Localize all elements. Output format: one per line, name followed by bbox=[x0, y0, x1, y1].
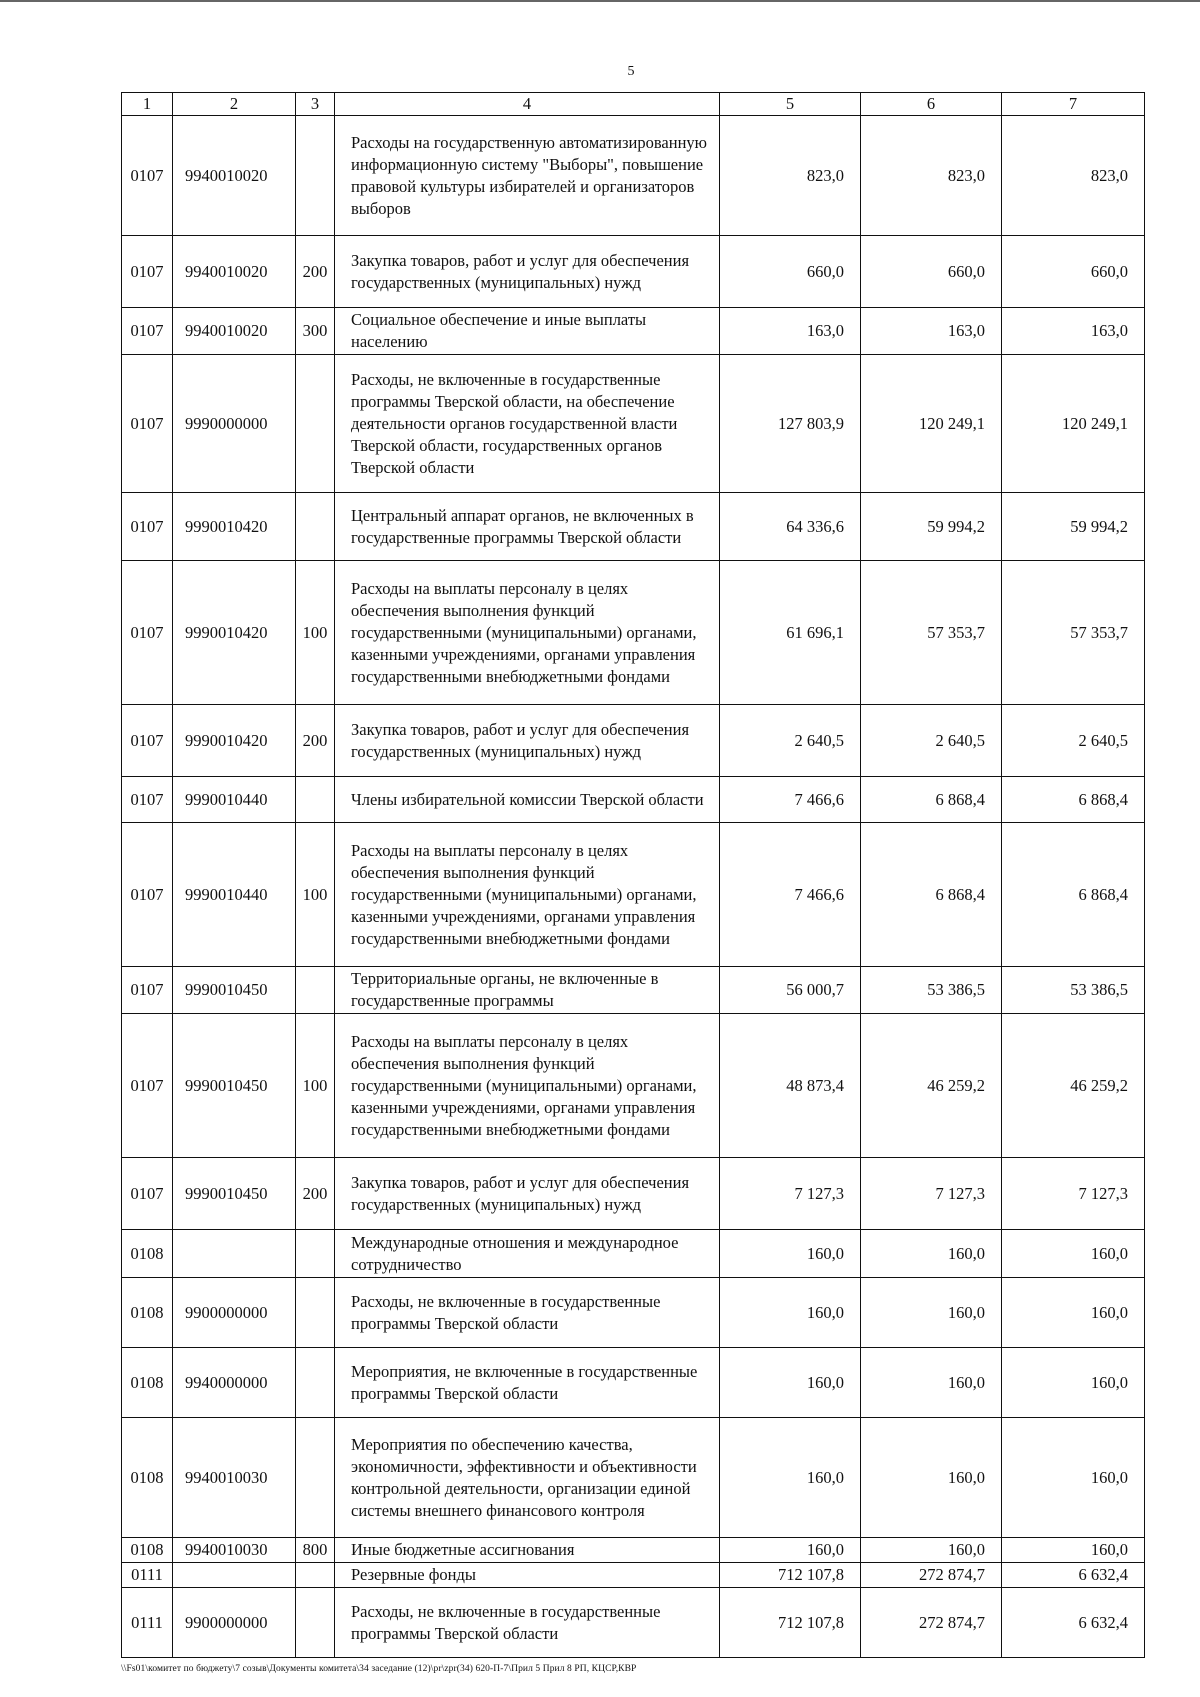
header-cell: 7 bbox=[1002, 93, 1145, 116]
target-item-code-cell: 9990010440 bbox=[173, 777, 296, 823]
amount-year2-cell: 53 386,5 bbox=[861, 967, 1002, 1014]
amount-year2-cell: 2 640,5 bbox=[861, 705, 1002, 777]
amount-year2-cell: 7 127,3 bbox=[861, 1158, 1002, 1230]
amount-year1-cell: 660,0 bbox=[720, 236, 861, 308]
table-row bbox=[122, 1278, 1145, 1348]
expense-type-code-cell bbox=[296, 116, 335, 236]
expense-name-cell: Территориальные органы, не включенные в государственные программы bbox=[335, 967, 720, 1014]
amount-year3-cell: 823,0 bbox=[1002, 116, 1145, 236]
amount-year2-cell: 57 353,7 bbox=[861, 561, 1002, 705]
amount-year2-cell: 823,0 bbox=[861, 116, 1002, 236]
amount-year3-cell: 7 127,3 bbox=[1002, 1158, 1145, 1230]
amount-year3-cell: 160,0 bbox=[1002, 1418, 1145, 1538]
expense-type-code-cell bbox=[296, 777, 335, 823]
amount-year1-cell: 160,0 bbox=[720, 1230, 861, 1278]
expense-name-cell: Иные бюджетные ассигнования bbox=[335, 1538, 720, 1563]
amount-year2-cell: 46 259,2 bbox=[861, 1014, 1002, 1158]
section-code-cell: 0107 bbox=[122, 561, 173, 705]
target-item-code-cell: 9940000000 bbox=[173, 1348, 296, 1418]
expense-name-cell: Расходы на выплаты персоналу в целях обеспечения выполнения функций государственными (муниципальными) органами, казенными учреждениями, органами управления государственными внебюджетными фондами bbox=[335, 823, 720, 967]
amount-year1-cell: 160,0 bbox=[720, 1348, 861, 1418]
expense-name-cell: Закупка товаров, работ и услуг для обеспечения государственных (муниципальных) нужд bbox=[335, 705, 720, 777]
header-cell: 4 bbox=[335, 93, 720, 116]
expense-type-code-cell: 100 bbox=[296, 1014, 335, 1158]
table-row bbox=[122, 823, 1145, 967]
expense-name-cell: Центральный аппарат органов, не включенных в государственные программы Тверской области bbox=[335, 493, 720, 561]
section-code-cell: 0108 bbox=[122, 1538, 173, 1563]
section-code-cell: 0107 bbox=[122, 355, 173, 493]
amount-year3-cell: 2 640,5 bbox=[1002, 705, 1145, 777]
target-item-code-cell: 9990000000 bbox=[173, 355, 296, 493]
table-row bbox=[122, 967, 1145, 1014]
amount-year1-cell: 56 000,7 bbox=[720, 967, 861, 1014]
expense-type-code-cell: 300 bbox=[296, 308, 335, 355]
amount-year1-cell: 127 803,9 bbox=[720, 355, 861, 493]
target-item-code-cell: 9940010020 bbox=[173, 116, 296, 236]
table-row bbox=[122, 116, 1145, 236]
section-code-cell: 0108 bbox=[122, 1278, 173, 1348]
file-path-footer: \\Fs01\комитет по бюджету\7 созыв\Документы комитета\34 заседание (12)\pr\zpr(34) 620-П-7\Прил 5 Прил 8 РП, КЦСР,КВР bbox=[121, 1664, 637, 1674]
expense-type-code-cell bbox=[296, 1588, 335, 1658]
header-cell: 1 bbox=[122, 93, 173, 116]
section-code-cell: 0107 bbox=[122, 116, 173, 236]
target-item-code-cell bbox=[173, 1230, 296, 1278]
section-code-cell: 0107 bbox=[122, 236, 173, 308]
table-row bbox=[122, 561, 1145, 705]
table-row bbox=[122, 308, 1145, 355]
amount-year3-cell: 6 632,4 bbox=[1002, 1563, 1145, 1588]
amount-year3-cell: 57 353,7 bbox=[1002, 561, 1145, 705]
amount-year3-cell: 160,0 bbox=[1002, 1348, 1145, 1418]
amount-year3-cell: 6 868,4 bbox=[1002, 823, 1145, 967]
table-row bbox=[122, 1014, 1145, 1158]
amount-year1-cell: 7 466,6 bbox=[720, 823, 861, 967]
expense-type-code-cell: 200 bbox=[296, 236, 335, 308]
amount-year2-cell: 160,0 bbox=[861, 1538, 1002, 1563]
table-row bbox=[122, 1538, 1145, 1563]
expense-type-code-cell: 200 bbox=[296, 705, 335, 777]
amount-year1-cell: 160,0 bbox=[720, 1538, 861, 1563]
header-cell: 6 bbox=[861, 93, 1002, 116]
section-code-cell: 0108 bbox=[122, 1230, 173, 1278]
amount-year1-cell: 163,0 bbox=[720, 308, 861, 355]
amount-year2-cell: 272 874,7 bbox=[861, 1563, 1002, 1588]
section-code-cell: 0107 bbox=[122, 967, 173, 1014]
amount-year1-cell: 2 640,5 bbox=[720, 705, 861, 777]
target-item-code-cell: 9900000000 bbox=[173, 1278, 296, 1348]
section-code-cell: 0107 bbox=[122, 777, 173, 823]
expense-name-cell: Члены избирательной комиссии Тверской области bbox=[335, 777, 720, 823]
amount-year1-cell: 160,0 bbox=[720, 1278, 861, 1348]
page-number: 5 bbox=[627, 64, 635, 79]
scan-edge-line bbox=[0, 0, 1200, 2]
target-item-code-cell bbox=[173, 1563, 296, 1588]
amount-year1-cell: 48 873,4 bbox=[720, 1014, 861, 1158]
target-item-code-cell: 9990010420 bbox=[173, 705, 296, 777]
amount-year3-cell: 160,0 bbox=[1002, 1538, 1145, 1563]
amount-year1-cell: 712 107,8 bbox=[720, 1588, 861, 1658]
amount-year3-cell: 120 249,1 bbox=[1002, 355, 1145, 493]
section-code-cell: 0107 bbox=[122, 493, 173, 561]
table-row bbox=[122, 1348, 1145, 1418]
expense-type-code-cell: 100 bbox=[296, 823, 335, 967]
amount-year2-cell: 660,0 bbox=[861, 236, 1002, 308]
expense-type-code-cell bbox=[296, 967, 335, 1014]
expense-name-cell: Мероприятия, не включенные в государственные программы Тверской области bbox=[335, 1348, 720, 1418]
expense-name-cell: Мероприятия по обеспечению качества, экономичности, эффективности и объективности контрольной деятельности, организации единой системы внешнего финансового контроля bbox=[335, 1418, 720, 1538]
expense-type-code-cell bbox=[296, 1348, 335, 1418]
expense-name-cell: Расходы, не включенные в государственные программы Тверской области, на обеспечение деятельности органов государственной власти Тверской области, государственных органов Тверской области bbox=[335, 355, 720, 493]
table-row bbox=[122, 1418, 1145, 1538]
header-cell: 3 bbox=[296, 93, 335, 116]
expense-type-code-cell: 200 bbox=[296, 1158, 335, 1230]
expense-name-cell: Международные отношения и международное сотрудничество bbox=[335, 1230, 720, 1278]
expense-type-code-cell bbox=[296, 1230, 335, 1278]
section-code-cell: 0107 bbox=[122, 1014, 173, 1158]
expense-name-cell: Расходы на государственную автоматизированную информационную систему "Выборы", повышение правовой культуры избирателей и организаторов выборов bbox=[335, 116, 720, 236]
amount-year3-cell: 6 868,4 bbox=[1002, 777, 1145, 823]
expense-name-cell: Расходы на выплаты персоналу в целях обеспечения выполнения функций государственными (муниципальными) органами, казенными учреждениями, органами управления государственными внебюджетными фондами bbox=[335, 561, 720, 705]
amount-year3-cell: 660,0 bbox=[1002, 236, 1145, 308]
expense-name-cell: Резервные фонды bbox=[335, 1563, 720, 1588]
expense-name-cell: Закупка товаров, работ и услуг для обеспечения государственных (муниципальных) нужд bbox=[335, 1158, 720, 1230]
target-item-code-cell: 9990010450 bbox=[173, 967, 296, 1014]
amount-year1-cell: 61 696,1 bbox=[720, 561, 861, 705]
target-item-code-cell: 9940010020 bbox=[173, 236, 296, 308]
table-row bbox=[122, 355, 1145, 493]
amount-year3-cell: 160,0 bbox=[1002, 1278, 1145, 1348]
expense-type-code-cell bbox=[296, 1418, 335, 1538]
target-item-code-cell: 9990010450 bbox=[173, 1014, 296, 1158]
amount-year1-cell: 7 127,3 bbox=[720, 1158, 861, 1230]
amount-year1-cell: 160,0 bbox=[720, 1418, 861, 1538]
amount-year2-cell: 6 868,4 bbox=[861, 777, 1002, 823]
section-code-cell: 0111 bbox=[122, 1563, 173, 1588]
table-row bbox=[122, 1158, 1145, 1230]
section-code-cell: 0107 bbox=[122, 705, 173, 777]
table-row bbox=[122, 1588, 1145, 1658]
amount-year3-cell: 46 259,2 bbox=[1002, 1014, 1145, 1158]
target-item-code-cell: 9990010440 bbox=[173, 823, 296, 967]
target-item-code-cell: 9990010450 bbox=[173, 1158, 296, 1230]
amount-year3-cell: 6 632,4 bbox=[1002, 1588, 1145, 1658]
amount-year2-cell: 160,0 bbox=[861, 1278, 1002, 1348]
target-item-code-cell: 9940010030 bbox=[173, 1538, 296, 1563]
amount-year1-cell: 712 107,8 bbox=[720, 1563, 861, 1588]
section-code-cell: 0111 bbox=[122, 1588, 173, 1658]
amount-year2-cell: 272 874,7 bbox=[861, 1588, 1002, 1658]
amount-year3-cell: 59 994,2 bbox=[1002, 493, 1145, 561]
table-row bbox=[122, 1230, 1145, 1278]
target-item-code-cell: 9940010020 bbox=[173, 308, 296, 355]
expense-name-cell: Расходы на выплаты персоналу в целях обеспечения выполнения функций государственными (муниципальными) органами, казенными учреждениями, органами управления государственными внебюджетными фондами bbox=[335, 1014, 720, 1158]
amount-year3-cell: 160,0 bbox=[1002, 1230, 1145, 1278]
table-row bbox=[122, 236, 1145, 308]
amount-year1-cell: 7 466,6 bbox=[720, 777, 861, 823]
expense-name-cell: Расходы, не включенные в государственные программы Тверской области bbox=[335, 1278, 720, 1348]
expense-type-code-cell bbox=[296, 1563, 335, 1588]
amount-year3-cell: 53 386,5 bbox=[1002, 967, 1145, 1014]
expense-name-cell: Закупка товаров, работ и услуг для обеспечения государственных (муниципальных) нужд bbox=[335, 236, 720, 308]
amount-year3-cell: 163,0 bbox=[1002, 308, 1145, 355]
amount-year2-cell: 6 868,4 bbox=[861, 823, 1002, 967]
section-code-cell: 0108 bbox=[122, 1418, 173, 1538]
budget-table bbox=[121, 92, 1145, 1658]
expense-name-cell: Расходы, не включенные в государственные программы Тверской области bbox=[335, 1588, 720, 1658]
table-row bbox=[122, 705, 1145, 777]
section-code-cell: 0107 bbox=[122, 308, 173, 355]
table-row bbox=[122, 777, 1145, 823]
target-item-code-cell: 9900000000 bbox=[173, 1588, 296, 1658]
expense-type-code-cell: 800 bbox=[296, 1538, 335, 1563]
table-row bbox=[122, 1563, 1145, 1588]
amount-year2-cell: 160,0 bbox=[861, 1418, 1002, 1538]
amount-year2-cell: 160,0 bbox=[861, 1230, 1002, 1278]
target-item-code-cell: 9990010420 bbox=[173, 561, 296, 705]
target-item-code-cell: 9940010030 bbox=[173, 1418, 296, 1538]
expense-type-code-cell: 100 bbox=[296, 561, 335, 705]
expense-type-code-cell bbox=[296, 355, 335, 493]
section-code-cell: 0107 bbox=[122, 1158, 173, 1230]
amount-year1-cell: 64 336,6 bbox=[720, 493, 861, 561]
section-code-cell: 0107 bbox=[122, 823, 173, 967]
header-row bbox=[122, 93, 1145, 116]
section-code-cell: 0108 bbox=[122, 1348, 173, 1418]
amount-year1-cell: 823,0 bbox=[720, 116, 861, 236]
header-cell: 2 bbox=[173, 93, 296, 116]
table-row bbox=[122, 493, 1145, 561]
amount-year2-cell: 59 994,2 bbox=[861, 493, 1002, 561]
expense-type-code-cell bbox=[296, 1278, 335, 1348]
target-item-code-cell: 9990010420 bbox=[173, 493, 296, 561]
expense-name-cell: Социальное обеспечение и иные выплаты населению bbox=[335, 308, 720, 355]
header-cell: 5 bbox=[720, 93, 861, 116]
amount-year2-cell: 163,0 bbox=[861, 308, 1002, 355]
amount-year2-cell: 120 249,1 bbox=[861, 355, 1002, 493]
expense-type-code-cell bbox=[296, 493, 335, 561]
amount-year2-cell: 160,0 bbox=[861, 1348, 1002, 1418]
